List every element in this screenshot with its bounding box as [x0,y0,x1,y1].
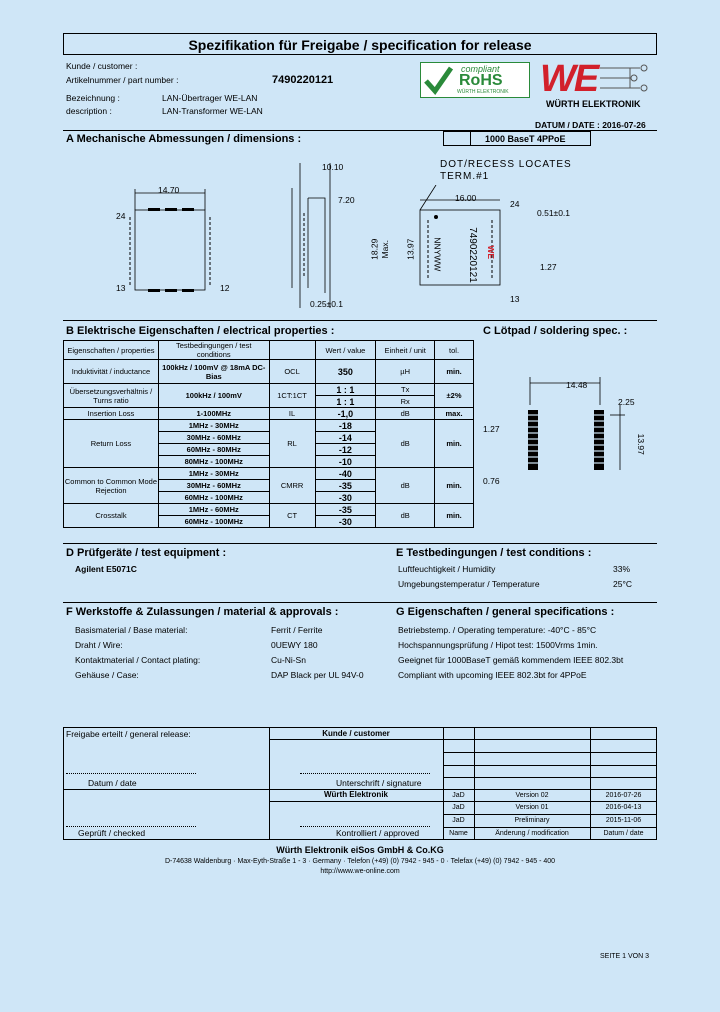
section-f-title: F Werkstoffe & Zulassungen / material & approvals : [66,606,339,618]
hist-name: JaD [452,792,465,799]
dim-pitch: 1.27 [540,262,557,272]
rohs-logo: compliant RoHS WÜRTH ELEKTRONIK [420,62,530,98]
divider [443,827,657,828]
cmrr-cond: 1MHz - 30MHz [158,468,269,480]
signature-line-approved [300,826,430,827]
th-tol: tol. [435,341,474,360]
cmrr-unit: dB [376,468,435,504]
dim-w2: 7.20 [338,195,355,205]
material-value: DAP Black per UL 94V-0 [271,670,364,680]
spec-item: Betriebstemp. / Operating temperature: -40°C - 85°C [398,625,597,635]
turns-sym: 1CT:1CT [269,384,315,408]
th-conditions: Testbedingungen / test conditions [158,341,269,360]
ind-unit: µH [376,360,435,384]
rl-sym: RL [269,420,315,468]
pin-24a: 24 [116,211,126,221]
rl-cond: 80MHz - 100MHz [158,456,269,468]
footer-url[interactable]: http://www.we-online.com [320,868,400,875]
section-a-title: A Mechanische Abmessungen / dimensions : [66,133,302,145]
part-number: 7490220121 [272,74,334,86]
dot-label-2: TERM.#1 [440,171,490,182]
th-unit: Einheit / unit [376,341,435,360]
designation-value: LAN-Übertrager WE-LAN [162,93,258,103]
pin-13a: 13 [116,283,126,293]
material-value: 0UEWY 180 [271,640,318,650]
divider [269,739,657,740]
top-view-drawing [100,175,240,315]
turns-val2: 1 : 1 [315,396,376,408]
th-properties: Eigenschaften / properties [64,341,159,360]
ct-tol: min. [435,504,474,528]
electrical-table [63,340,474,528]
test-equipment: Agilent E5071C [75,564,137,574]
material-value: Ferrit / Ferrite [271,625,323,635]
hist-date: 2016-07-26 [605,792,642,799]
cmrr-val: -40 [315,468,376,480]
page-number: SEITE 1 VON 3 [600,953,650,960]
turns-prop: Übersetzungsverhältnis / Turns ratio [64,384,159,408]
pad-d3: 1.27 [483,424,500,434]
pad-d5: 0.76 [483,476,500,486]
rl-cond: 60MHz - 80MHz [158,444,269,456]
hist-header-name: Name [449,830,468,837]
cmrr-cond: 60MHz - 100MHz [158,492,269,504]
divider [63,602,657,603]
ct-cond: 1MHz - 60MHz [158,504,269,516]
pin-12: 12 [220,283,230,293]
ct-unit: dB [376,504,435,528]
material-value: Cu-Ni-Sn [271,655,306,665]
cmrr-cond: 30MHz - 60MHz [158,480,269,492]
th-value: Wert / value [315,341,376,360]
divider [269,801,657,802]
pin-24b: 24 [510,199,520,209]
description-value: LAN-Transformer WE-LAN [162,106,263,116]
signature-line-date [66,773,196,774]
ins-sym: IL [269,408,315,420]
part-label: Artikelnummer / part number : [66,75,179,85]
pad-d1: 14.48 [566,380,588,390]
section-e-title: E Testbedingungen / test conditions : [396,547,592,559]
material-label: Kontaktmaterial / Contact plating: [75,655,201,665]
hist-mod: Preliminary [514,817,550,824]
ins-cond: 1-100MHz [158,408,269,420]
divider [443,777,657,778]
divider [443,752,657,753]
signature-label: Unterschrift / signature [336,778,422,788]
we-header: Würth Elektronik [323,790,388,799]
rl-val: -14 [315,432,376,444]
rl-val: -12 [315,444,376,456]
temp-value: 25°C [613,579,632,589]
th-symbol [269,341,315,360]
rl-cond: 30MHz - 60MHz [158,432,269,444]
ins-tol: max. [435,408,474,420]
cmrr-sym: CMRR [269,468,315,504]
ind-tol: min. [435,360,474,384]
dim-h1-max: Max. [379,240,390,259]
ind-prop: Induktivität / inductance [64,360,159,384]
ct-val: -35 [315,504,376,516]
ind-sym: OCL [269,360,315,384]
hist-name: JaD [452,804,465,811]
section-b-title: B Elektrische Eigenschaften / electrical properties : [66,325,335,337]
dim-h1: 18.29 [369,238,380,260]
variant-label: 1000 BaseT 4PPoE [485,134,566,144]
turns-u2: Rx [376,396,435,408]
ins-unit: dB [376,408,435,420]
material-label: Draht / Wire: [75,640,123,650]
pad-d2: 2.25 [618,397,635,407]
date-label: DATUM / DATE : 2016-07-26 [535,120,646,130]
marking-part: 7490220121 [466,227,478,283]
hist-date: 2016-04-13 [605,804,642,811]
spec-item: Geeignet für 1000BaseT gemäß kommendem IEEE 802.3bt [398,655,624,665]
customer-label: Kunde / customer : [66,61,138,71]
pin-13b: 13 [510,294,520,304]
material-label: Basismaterial / Base material: [75,625,188,635]
ct-val: -30 [315,516,376,528]
section-g-title: G Eigenschaften / general specifications : [396,606,615,618]
spec-item: Hochspannungsprüfung / Hipot test: 1500Vrms 1min. [398,640,598,650]
description-label: description : [66,106,112,116]
checked-label: Geprüft / checked [78,828,146,838]
marking-logo: WE [486,245,497,260]
turns-u1: Tx [376,384,435,396]
divider [269,727,270,840]
customer-header: Kunde / customer [322,729,390,738]
rl-val: -18 [315,420,376,432]
hist-mod: Version 02 [515,792,549,799]
hist-date: 2015-11-06 [605,817,642,824]
we-logo: WE [540,58,598,100]
marking-date: NNYWW [432,237,443,272]
checkmark-icon [423,65,453,95]
general-release: Freigabe erteilt / general release: [66,729,191,739]
cmrr-val: -30 [315,492,376,504]
ind-val: 350 [315,360,376,384]
dim-side: 0.51±0.1 [537,208,571,218]
ins-val: -1,0 [315,408,376,420]
approved-label: Kontrolliert / approved [336,828,420,838]
divider [63,543,657,544]
rl-cond: 1MHz - 30MHz [158,420,269,432]
section-d-title: D Prüfgeräte / test equipment : [66,547,227,559]
ins-prop: Insertion Loss [64,408,159,420]
divider [443,765,657,766]
solder-pad-drawing [490,375,650,485]
rl-val: -10 [315,456,376,468]
rl-unit: dB [376,420,435,468]
hist-header-mod: Änderung / modification [495,830,569,837]
cmrr-prop: Common to Common Mode Rejection [64,468,159,504]
pad-d4: 13.97 [635,433,646,455]
temp-label: Umgebungstemperatur / Temperature [398,579,540,589]
ct-cond: 60MHz - 100MHz [158,516,269,528]
dim-h2: 13.97 [405,238,416,260]
hist-header-date: Datum / date [603,830,644,837]
date-label-release: Datum / date [88,778,137,788]
humidity-value: 33% [613,564,631,574]
ind-cond: 100kHz / 100mV @ 18mA DC-Bias [158,360,269,384]
turns-tol: ±2% [435,384,474,408]
ct-sym: CT [269,504,315,528]
spec-item: Compliant with upcoming IEEE 802.3bt for 4PPoE [398,670,587,680]
footer-address: D-74638 Waldenburg · Max-Eyth-Straße 1 - 3 · Germany · Telefon (+49) (0) 7942 - 945 - 0 · Telefax (+49) (0) 7942 - 945 - 400 [164,858,556,865]
dim-bottom: 0.25±0.1 [310,299,344,309]
cmrr-tol: min. [435,468,474,504]
cmrr-val: -35 [315,480,376,492]
ct-prop: Crosstalk [64,504,159,528]
company-logo-text: WÜRTH ELEKTRONIK [546,99,641,109]
hist-mod: Version 01 [515,804,549,811]
rl-tol: min. [435,420,474,468]
signature-line-sig [300,773,430,774]
turns-val1: 1 : 1 [315,384,376,396]
dim-w1: 14.70 [158,185,180,195]
page-title: Spezifikation für Freigabe / specification for release [188,37,532,53]
section-c-title: C Lötpad / soldering spec. : [483,325,628,337]
hist-name: JaD [452,817,465,824]
signature-line-checked [66,826,196,827]
footer-company: Würth Elektronik eiSos GmbH & Co.KG [276,845,444,855]
rl-prop: Return Loss [64,420,159,468]
side-view-drawing [270,158,360,318]
dim-htop: 10.10 [322,162,344,172]
humidity-label: Luftfeuchtigkeit / Humidity [398,564,496,574]
divider [63,320,657,321]
material-label: Gehäuse / Case: [75,670,139,680]
designation-label: Bezeichnung : [66,93,120,103]
divider [470,131,471,146]
turns-cond: 100kHz / 100mV [158,384,269,408]
dot-label-1: DOT/RECESS LOCATES [440,159,572,170]
divider [443,814,657,815]
dim-w3: 16.00 [455,193,477,203]
we-circuit-icon [600,60,660,100]
